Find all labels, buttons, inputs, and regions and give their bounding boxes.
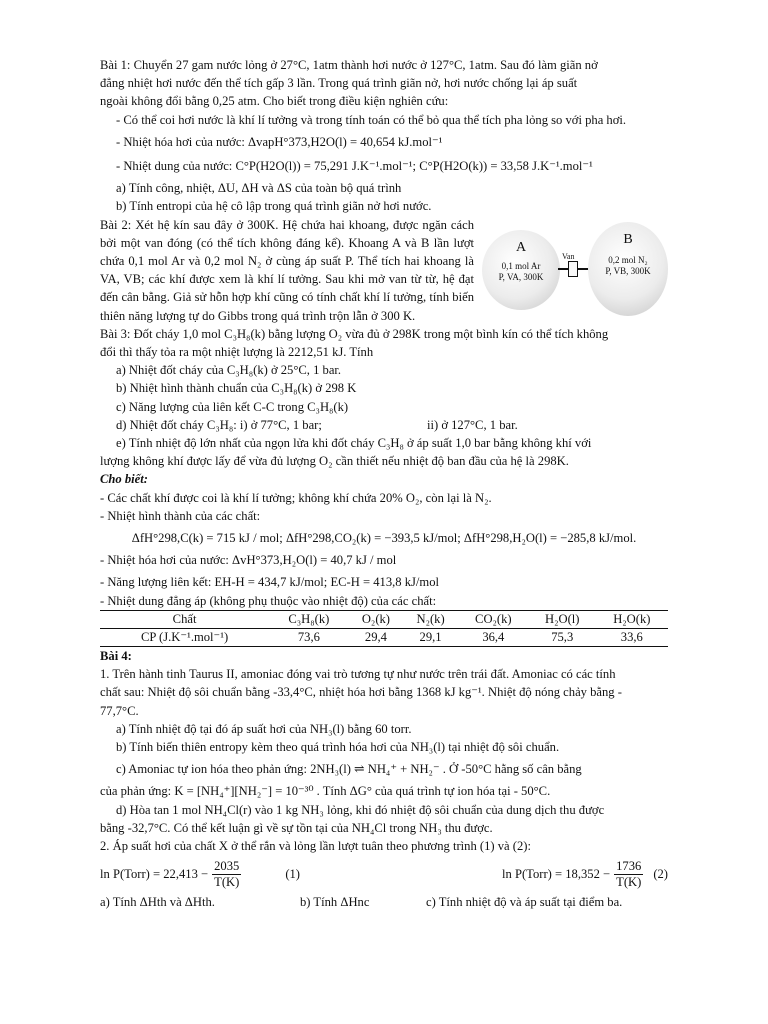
table-header-cell: O₂(k)	[349, 610, 404, 628]
equation-1-number: (1)	[285, 867, 300, 882]
table-cell: 75,3	[529, 628, 596, 646]
b1-line-3: ngoài không đổi bằng 0,25 atm. Cho biết trong điều kiện nghiên cứu:	[100, 94, 449, 109]
b1-question-b: b) Tính entropi của hệ cô lập trong quá trình giãn nở hơi nước.	[116, 199, 432, 214]
equation-1-denominator: T(K)	[214, 874, 240, 889]
b1-line-1: Bài 1: Chuyển 27 gam nước lỏng ở 27°C, 1atm thành hơi nước ở 127°C, 1atm. Sau đó làm giãn nở	[100, 58, 598, 72]
b3-line-2: đổi thì thấy tỏa ra một nhiệt lượng là 2212,51 kJ. Tính	[100, 345, 374, 360]
equation-1-lhs: ln P(Torr) = 22,413 −	[100, 867, 209, 882]
b4-final-c: c) Tính nhiệt độ và áp suất tại điểm ba.	[426, 895, 623, 910]
b3-question-d	[100, 416, 668, 434]
b1-question-a: a) Tính công, nhiệt, ΔU, ΔH và ΔS của toàn bộ quá trình	[116, 181, 402, 196]
equation-2-denominator: T(K)	[616, 874, 642, 889]
equation-1	[100, 855, 300, 893]
equation-1-numerator: 2035	[214, 858, 240, 873]
table-header-cell: N₂(k)	[403, 610, 458, 628]
b1-line-4: - Có thể coi hơi nước là khí lí tưởng và trong tính toán có thể bỏ qua thể tích pha lỏng so với pha hơi.	[116, 112, 627, 127]
b4-part1-line-2: chất sau: Nhiệt độ sôi chuẩn bằng -33,4°C, nhiệt hóa hơi bằng 1368 kJ kg⁻¹. Nhiệt độ nóng chảy bằng -	[100, 685, 622, 700]
equation-2-lhs: ln P(Torr) = 18,352 −	[502, 867, 611, 882]
b4-part2: 2. Áp suất hơi của chất X ở thể rắn và lỏng lần lượt tuân theo phương trình (1) và (2):	[100, 838, 531, 853]
b3-given-title: Cho biết:	[100, 472, 148, 487]
valve-label: Van	[562, 251, 575, 261]
document-page	[100, 56, 668, 911]
b3-question-e-2: lượng không khí được lấy để vừa đủ lượng O₂ cần thiết nếu nhiệt độ ban đầu của hệ là 298K.	[100, 454, 569, 469]
b3-question-c: c) Năng lượng của liên kết C-C trong C₃H₈(k)	[116, 399, 349, 414]
b3-question-e-1: e) Tính nhiệt độ lớn nhất của ngọn lửa khi đốt cháy C₃H₈ ở áp suất 1,0 bar bằng không khí với	[116, 436, 592, 451]
b4-question-b: b) Tính biến thiên entropy kèm theo quá trình hóa hơi của NH₃(l) tại nhiệt độ sôi chuẩn.	[116, 739, 560, 754]
chamber-a-content: 0,1 mol Ar	[501, 260, 541, 271]
b3-given-3: ΔfH°298,C(k) = 715 kJ / mol; ΔfH°298,CO₂(k) = −393,5 kJ/mol; ΔfH°298,H₂O(l) = −285,8 kJ/mol.	[131, 531, 637, 546]
chamber-b-state: P, VB, 300K	[605, 265, 651, 276]
b4-final-a: a) Tính ΔHth và ΔHth.	[100, 895, 215, 910]
chamber-b-label: B	[623, 231, 633, 247]
b1-line-2: đẳng nhiệt hơi nước đến thể tích gấp 3 lần. Trong quá trình giãn nở, hơi nước chống lại áp suất	[100, 76, 578, 91]
equation-2-numerator: 1736	[616, 858, 642, 873]
b4-part1-line-3: 77,7°C.	[100, 703, 139, 718]
chamber-a-state: P, VA, 300K	[498, 271, 544, 282]
table-header-cell: H₂O(l)	[529, 610, 596, 628]
equation-1-fraction	[212, 859, 241, 890]
two-chamber-figure	[482, 222, 668, 318]
chamber-b	[588, 222, 668, 316]
equation-2-number: (2)	[653, 867, 668, 882]
b1-line-5: - Nhiệt hóa hơi của nước: ΔvapH°373,H2O(l) = 40,654 kJ.mol⁻¹	[116, 134, 443, 149]
table-header-cell: CO₂(k)	[458, 610, 529, 628]
b2-text: Bài 2: Xét hệ kín sau đây ở 300K. Hệ chứa hai khoang, được ngăn cách bởi một van đóng (có thể tích không đáng kể). Khoang A và B lần lượt chứa 0,1 mol Ar và 0,2 mol N₂ ở cùng áp suất P. Thể tích hai khoang là VA, VB; các khí được xem là khí lí tưởng. Sau khi mở van từ từ, hệ đạt đến cân bằng. Giả sử hỗn hợp khí cũng có tính chất khí lí tưởng, tính biến thiên năng lượng tự do Gibbs trong quá trình trộn lẫn ở 300 K.	[100, 217, 474, 323]
b4-part1-line-1: 1. Trên hành tinh Taurus II, amoniac đóng vai trò tương tự như nước trên trái đất. Amoniac có các tính	[100, 667, 616, 682]
table-cell: 29,4	[349, 628, 404, 646]
b4-question-d-1: d) Hòa tan 1 mol NH₄Cl(r) vào 1 kg NH₃ lỏng, khi đó nhiệt độ sôi chuẩn của dung dịch thu được	[116, 802, 605, 817]
b3-given-6: - Nhiệt dung đẳng áp (không phụ thuộc vào nhiệt độ) của các chất:	[100, 593, 437, 608]
heat-capacity-table	[100, 610, 668, 647]
b4-question-c-1: c) Amoniac tự ion hóa theo phản ứng: 2NH₃(l) ⇌ NH₄⁺ + NH₂⁻ . Ở -50°C hằng số cân bằng	[116, 762, 582, 777]
b3-question-a: a) Nhiệt đốt cháy của C₃H₈(k) ở 25°C, 1 bar.	[116, 363, 342, 378]
b3-question-d-ii: ii) ở 127°C, 1 bar.	[426, 417, 518, 432]
b4-question-c-2: của phản ứng: K = [NH₄⁺][NH₂⁻] = 10⁻³⁰ . Tính ΔG° của quá trình tự ion hóa tại - 50°C.	[100, 784, 551, 799]
table-cell: 36,4	[458, 628, 529, 646]
b4-question-a: a) Tính nhiệt độ tại đó áp suất hơi của NH₃(l) bằng 60 torr.	[116, 721, 412, 736]
table-header-row	[100, 610, 668, 628]
b4-title: Bài 4:	[100, 648, 132, 663]
b1-line-6: - Nhiệt dung của nước: C°P(H2O(l)) = 75,291 J.K⁻¹.mol⁻¹; C°P(H2O(k)) = 33,58 J.K⁻¹.mol⁻¹	[116, 159, 593, 174]
table-cell: 33,6	[596, 628, 668, 646]
b3-given-4: - Nhiệt hóa hơi của nước: ΔvH°373,H₂O(l) = 40,7 kJ / mol	[100, 553, 397, 568]
b3-given-5: - Năng lượng liên kết: EH-H = 434,7 kJ/mol; EC-H = 413,8 kJ/mol	[100, 575, 440, 590]
table-cell: CP (J.K⁻¹.mol⁻¹)	[100, 628, 269, 646]
table-cell: 29,1	[403, 628, 458, 646]
table-row	[100, 628, 668, 646]
b3-question-b: b) Nhiệt hình thành chuẩn của C₃H₈(k) ở 298 K	[116, 381, 357, 396]
table-cell: 73,6	[269, 628, 348, 646]
chamber-a-label: A	[515, 239, 527, 255]
b3-question-d-i: d) Nhiệt đốt cháy C₃H₈: i) ở 77°C, 1 bar;	[116, 417, 322, 432]
chamber-a	[482, 230, 560, 310]
b3-given-1: - Các chất khí được coi là khí lí tưởng; không khí chứa 20% O₂, còn lại là N₂.	[100, 490, 492, 505]
b4-question-d-2: bằng -32,7°C. Có thể kết luận gì về sự tồn tại của NH₄Cl trong NH₃ thu được.	[100, 820, 493, 835]
table-header-cell: Chất	[100, 610, 269, 628]
equation-2	[502, 855, 668, 893]
table-header-cell: H₂O(k)	[596, 610, 668, 628]
chamber-b-content: 0,2 mol N₂	[608, 254, 648, 265]
b3-given-2: - Nhiệt hình thành của các chất:	[100, 508, 261, 523]
b2-block	[100, 216, 668, 325]
vapor-pressure-equations	[100, 855, 668, 893]
b3-line-1: Bài 3: Đốt cháy 1,0 mol C₃H₈(k) bằng lượng O₂ vừa đủ ở 298K trong một bình kín có thể tích không	[100, 326, 609, 341]
b4-final-b: b) Tính ΔHnc	[300, 895, 370, 910]
equation-2-fraction	[614, 859, 643, 890]
table-header-cell: C₃H₈(k)	[269, 610, 348, 628]
b4-final-questions	[100, 893, 668, 911]
